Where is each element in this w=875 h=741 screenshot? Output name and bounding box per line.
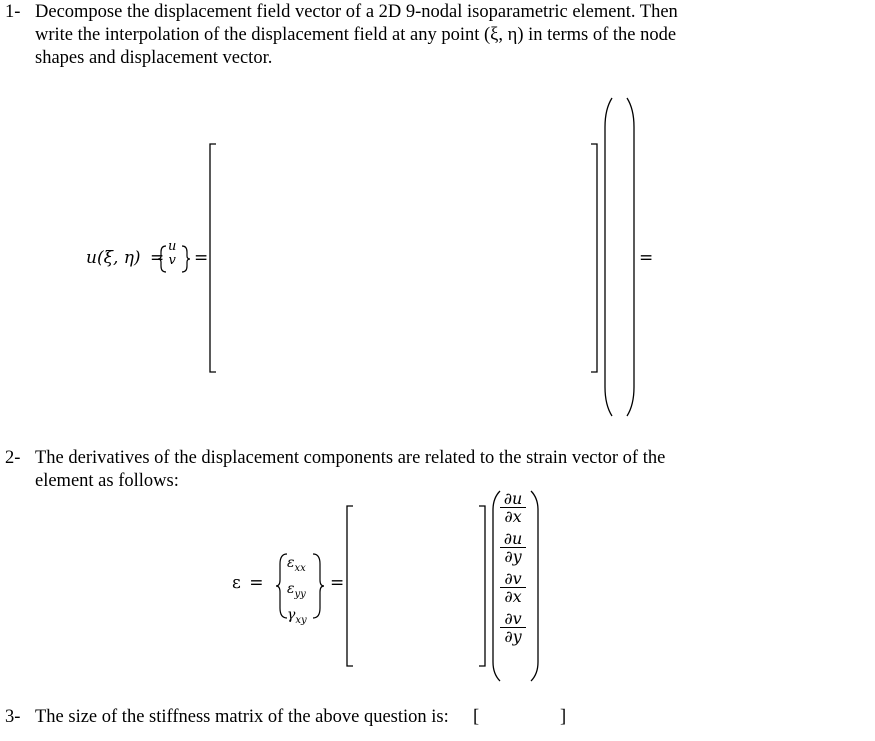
derivative-du-dx: $\frac{\partial u}{\partial x}$ <box>500 490 526 525</box>
strain-epsilon: ε <box>232 573 241 593</box>
strain-yy: $\varepsilon_{yy}$ <box>287 580 306 600</box>
displacement-function <box>86 248 164 268</box>
equals-sign-4: = <box>249 573 264 593</box>
shape-matrix-bracket-left <box>209 143 217 373</box>
question-2-line-2: element as follows: <box>35 471 179 491</box>
displacement-function-label: u(ξ, η) <box>86 248 141 268</box>
question-1-line-1: Decompose the displacement field vector of a 2D 9-nodal isoparametric element. Then <box>35 2 678 22</box>
equals-sign-3: = <box>639 248 654 268</box>
question-2-line-1: The derivatives of the displacement components are related to the strain vector of the <box>35 448 666 468</box>
b-matrix-bracket-left <box>346 505 354 667</box>
nodal-displacement-equals <box>639 248 653 268</box>
answer-open-bracket: [ <box>473 707 480 727</box>
equals-sign-5: = <box>330 573 345 593</box>
derivative-dv-dy: $\frac{\partial v}{\partial y}$ <box>500 610 526 645</box>
equals-sign: = <box>149 248 165 268</box>
question-2-number: 2- <box>5 448 21 468</box>
strain-xx: $\varepsilon_{xx}$ <box>287 555 306 574</box>
nodal-displacement-paren-left <box>603 97 613 417</box>
answer-blank[interactable] <box>484 706 556 729</box>
strain-vector-brace-right <box>312 552 324 620</box>
displacement-vector-brace-left <box>158 244 168 274</box>
displacement-vector <box>168 240 176 268</box>
displacement-u-component: u <box>168 239 177 254</box>
shape-matrix-bracket-right <box>590 143 598 373</box>
derivative-vector <box>500 490 526 645</box>
question-1-line-2: write the interpolation of the displacement field at any point (ξ, η) in terms of the node <box>35 25 677 45</box>
equals-sign-2: = <box>194 248 209 268</box>
displacement-v-component: v <box>168 253 176 268</box>
question-3-text: The size of the stiffness matrix of the above question is: <box>35 707 449 727</box>
displacement-vector-brace-right <box>180 244 190 274</box>
answer-close-bracket: ] <box>560 707 567 727</box>
question-3-number: 3- <box>5 707 21 727</box>
strain-vector <box>287 553 307 630</box>
derivative-vector-paren-right <box>530 490 540 682</box>
question-1-line-3: shapes and displacement vector. <box>35 48 273 68</box>
nodal-displacement-paren-right <box>626 97 636 417</box>
derivative-du-dy: $\frac{\partial u}{\partial y}$ <box>500 530 526 565</box>
b-matrix-bracket-right <box>478 505 486 667</box>
derivative-dv-dx: $\frac{\partial v}{\partial x}$ <box>500 570 526 605</box>
question-1-number: 1- <box>5 2 21 22</box>
strain-symbol <box>232 573 263 593</box>
strain-xy: $\gamma_{xy}$ <box>287 606 307 626</box>
